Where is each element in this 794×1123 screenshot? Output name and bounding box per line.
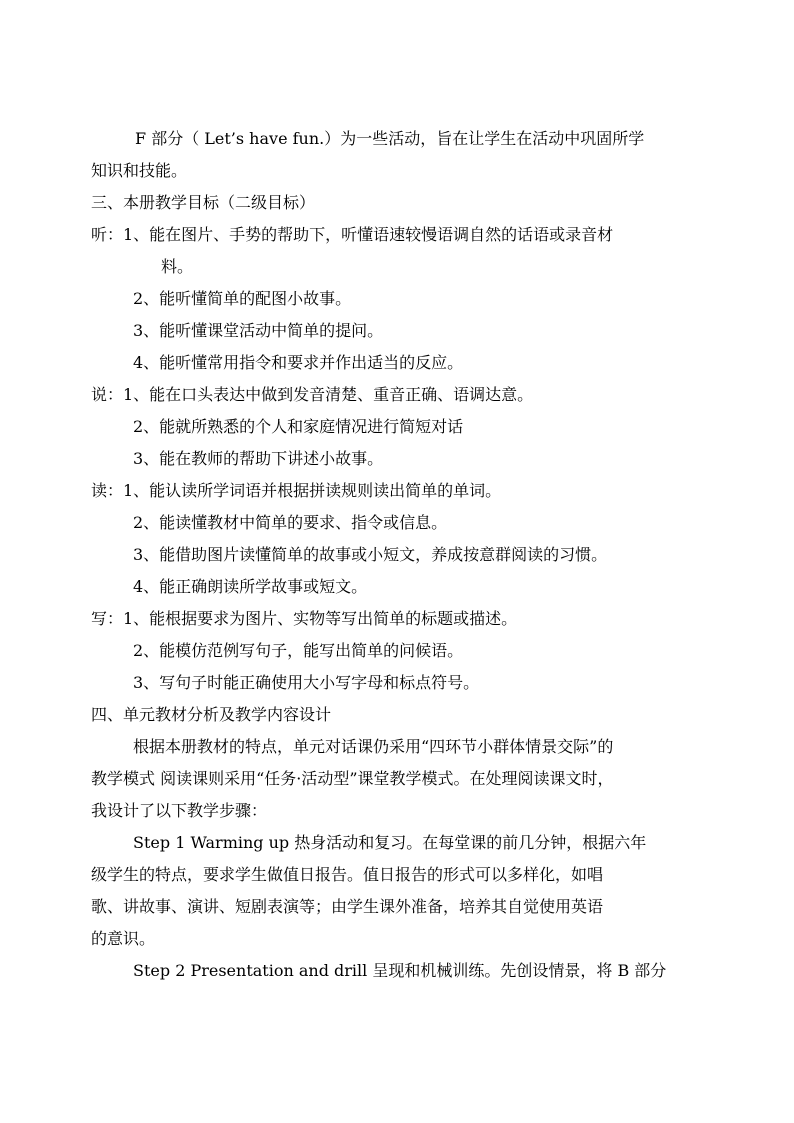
- text-line: 3、能在教师的帮助下讲述小故事。: [133, 449, 384, 468]
- text-line: 料。: [161, 257, 194, 276]
- text-line: 4、能正确朗读所学故事或短文。: [133, 577, 368, 596]
- text-line: 读：1、能认读所学词语并根据拼读规则读出简单的单词。: [91, 481, 502, 500]
- text-line: 3、能借助图片读懂简单的故事或小短文，养成按意群阅读的习惯。: [133, 545, 608, 564]
- section-heading: 四、单元教材分析及教学内容设计: [91, 705, 332, 724]
- text-line: 写：1、能根据要求为图片、实物等写出简单的标题或描述。: [91, 609, 518, 628]
- text-line: 听：1、能在图片、手势的帮助下，听懂语速较慢语调自然的话语或录音材: [91, 225, 614, 244]
- text-line: 3、写句子时能正确使用大小写字母和标点符号。: [133, 673, 480, 692]
- text-line: 教学模式 阅读课则采用“任务·活动型”课堂教学模式。在处理阅读课文时，: [91, 769, 614, 788]
- text-line: 3、能听懂课堂活动中简单的提问。: [133, 321, 384, 340]
- text-line: 2、能就所熟悉的个人和家庭情况进行简短对话: [133, 417, 464, 436]
- text-line: 说：1、能在口头表达中做到发音清楚、重音正确、语调达意。: [91, 385, 534, 404]
- text-line: Step 1 Warming up 热身活动和复习。在每堂课的前几分钟，根据六年: [133, 833, 647, 852]
- text-line: 2、能模仿范例写句子，能写出简单的问候语。: [133, 641, 464, 660]
- text-line: F 部分（ Let’s have fun.）为一些活动，旨在让学生在活动中巩固所学: [135, 129, 645, 148]
- text-line: 知识和技能。: [91, 161, 188, 180]
- text-line: 根据本册教材的特点，单元对话课仍采用“四环节小群体情景交际”的: [133, 737, 614, 756]
- text-line: 我设计了以下教学步骤：: [91, 801, 268, 820]
- text-line: 4、能听懂常用指令和要求并作出适当的反应。: [133, 353, 464, 372]
- section-heading: 三、本册教学目标（二级目标）: [91, 193, 316, 212]
- text-line: 2、能听懂简单的配图小故事。: [133, 289, 352, 308]
- text-line: Step 2 Presentation and drill 呈现和机械训练。先创设情景，将 B 部分: [133, 961, 667, 980]
- text-line: 2、能读懂教材中简单的要求、指令或信息。: [133, 513, 448, 532]
- text-line: 级学生的特点，要求学生做值日报告。值日报告的形式可以多样化，如唱: [91, 865, 604, 884]
- text-line: 歌、讲故事、演讲、短剧表演等；由学生课外准备，培养其自觉使用英语: [91, 897, 604, 916]
- text-line: 的意识。: [91, 929, 156, 948]
